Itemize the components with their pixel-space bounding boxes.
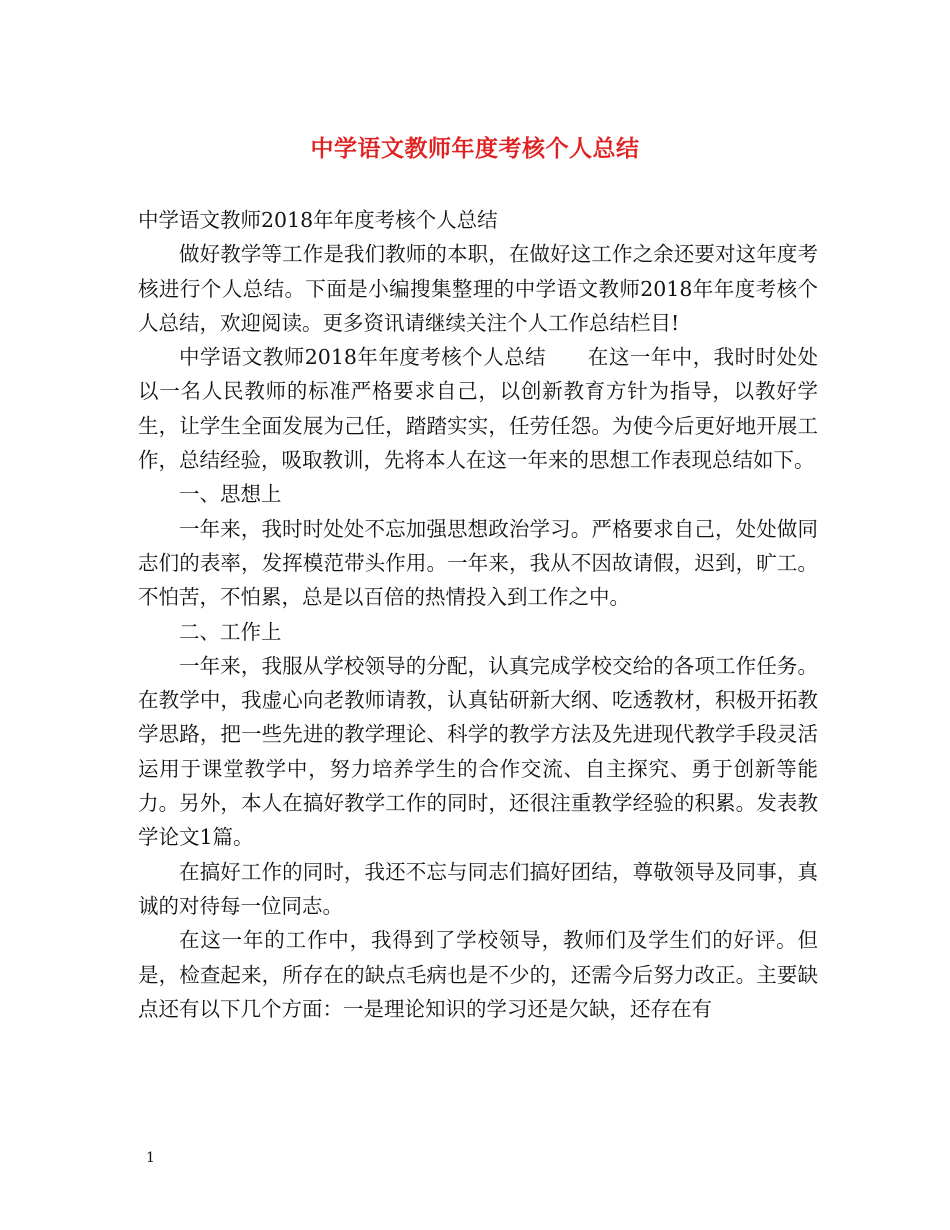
section-heading-thought: 一、思想上 bbox=[179, 482, 282, 507]
document-body bbox=[138, 203, 818, 1026]
section-heading-work: 二、工作上 bbox=[179, 619, 282, 644]
paragraph-unity: 在搞好工作的同时，我还不忘与同志们搞好团结，尊敬领导及同事，真诚的对待每一位同志。 bbox=[138, 859, 818, 918]
page-number: 1 bbox=[146, 1150, 155, 1166]
paragraph-intro: 做好教学等工作是我们教师的本职，在做好这工作之余还要对这年度考核进行个人总结。下面是小编搜集整理的中学语文教师2018年年度考核个人总结，欢迎阅读。更多资讯请继续关注个人工作总结栏目! bbox=[138, 242, 818, 335]
document-subtitle: 中学语文教师2018年年度考核个人总结 bbox=[138, 208, 498, 232]
document-title: 中学语文教师年度考核个人总结 bbox=[310, 135, 640, 162]
paragraph-overview: 中学语文教师2018年年度考核个人总结 在这一年中，我时时处处以一名人民教师的标准严格要求自己，以创新教育方针为指导，以教好学生，让学生全面发展为己任，踏踏实实，任劳任怨。为使今后更好地开展工作，总结经验，吸取教训，先将本人在这一年来的思想工作表现总结如下。 bbox=[138, 345, 818, 473]
paragraph-work: 一年来，我服从学校领导的分配，认真完成学校交给的各项工作任务。在教学中，我虚心向老教师请教，认真钻研新大纲、吃透教材，积极开拓教学思路，把一些先进的教学理论、科学的教学方法及先进现代教学手段灵活运用于课堂教学中，努力培养学生的合作交流、自主探究、勇于创新等能力。另外，本人在搞好教学工作的同时，还很注重教学经验的积累。发表教学论文1篇。 bbox=[138, 653, 818, 850]
paragraph-shortcomings: 在这一年的工作中，我得到了学校领导，教师们及学生们的好评。但是，检查起来，所存在的缺点毛病也是不少的，还需今后努力改正。主要缺点还有以下几个方面：一是理论知识的学习还是欠缺，还存在有 bbox=[138, 928, 818, 1021]
paragraph-thought: 一年来，我时时处处不忘加强思想政治学习。严格要求自己，处处做同志们的表率，发挥模范带头作用。一年来，我从不因故请假，迟到，旷工。不怕苦，不怕累，总是以百倍的热情投入到工作之中。 bbox=[138, 516, 818, 610]
